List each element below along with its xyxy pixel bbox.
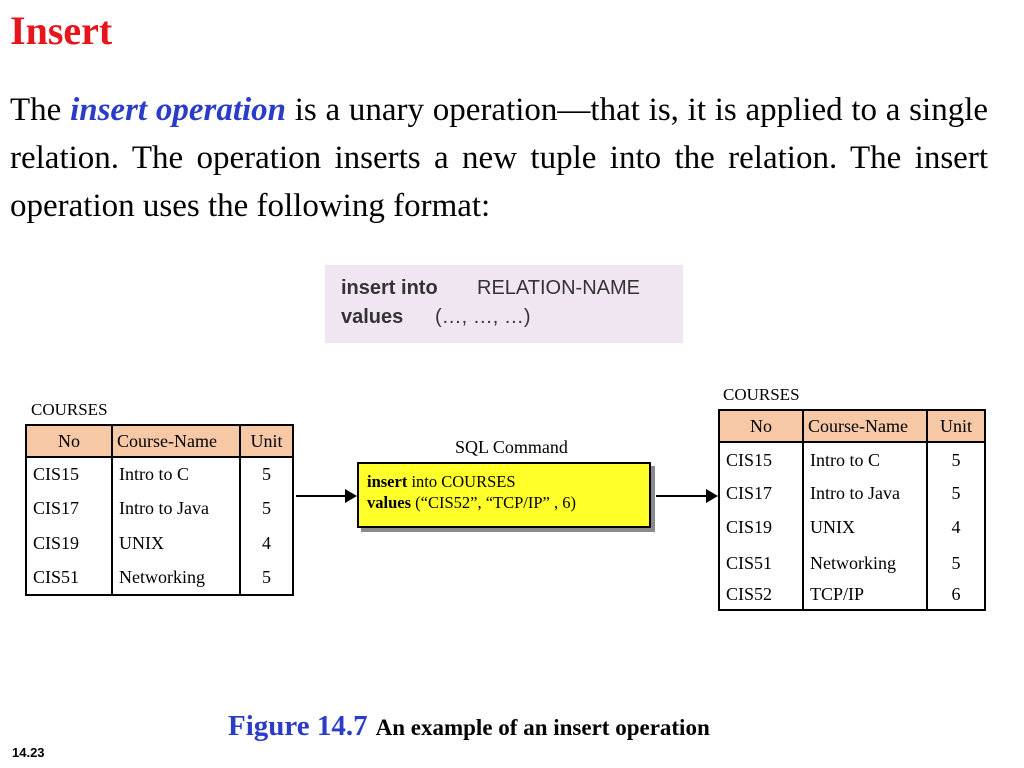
cell-course-name: Intro to Java	[112, 491, 240, 525]
cell-unit: 5	[240, 457, 293, 491]
table-row	[719, 580, 985, 610]
after-header-course-name: Course-Name	[803, 410, 927, 442]
sql-values-clause: (“CIS52”, “TCP/IP” , 6)	[411, 493, 576, 512]
cell-no: CIS17	[719, 478, 803, 508]
format-box	[325, 265, 683, 343]
figure-caption-text: An example of an insert operation	[375, 715, 710, 740]
table-row	[26, 525, 293, 561]
description-paragraph	[10, 86, 988, 230]
cell-course-name: UNIX	[803, 508, 927, 546]
sql-command-box	[357, 462, 651, 528]
cell-course-name: TCP/IP	[803, 580, 927, 610]
after-table	[718, 409, 986, 611]
after-table-header-row	[719, 410, 985, 442]
figure-caption	[228, 710, 710, 743]
cell-no: CIS15	[719, 442, 803, 478]
sql-command-label: SQL Command	[455, 437, 568, 457]
before-table-label: COURSES	[31, 400, 108, 419]
cell-course-name: Intro to C	[112, 457, 240, 491]
slide-title: Insert	[10, 8, 113, 53]
cell-unit: 5	[240, 561, 293, 595]
cell-no: CIS17	[26, 491, 112, 525]
format-line-1	[341, 277, 640, 300]
figure-number: Figure 14.7	[228, 710, 368, 742]
cell-no: CIS51	[26, 561, 112, 595]
cell-course-name: Intro to Java	[803, 478, 927, 508]
before-header-unit: Unit	[240, 425, 293, 457]
paragraph-rest: is a unary operation—that is, it is applied to a single relation. The operation inserts a new tuple into the relation. The insert operation uses the following format:	[10, 92, 989, 224]
cell-unit: 5	[240, 491, 293, 525]
cell-unit: 4	[927, 508, 985, 546]
cell-course-name: Networking	[803, 546, 927, 580]
format-relation-name: RELATION-NAME	[477, 277, 640, 299]
cell-no: CIS15	[26, 457, 112, 491]
format-line-2	[341, 306, 531, 329]
cell-no: CIS52	[719, 580, 803, 610]
before-table-header-row	[26, 425, 293, 457]
table-row	[719, 546, 985, 580]
sql-keyword-insert: insert	[367, 472, 408, 491]
cell-no: CIS19	[26, 525, 112, 561]
sql-line-1	[367, 471, 641, 492]
before-header-course-name: Course-Name	[112, 425, 240, 457]
after-header-no: No	[719, 410, 803, 442]
cell-unit: 5	[927, 546, 985, 580]
cell-course-name: Networking	[112, 561, 240, 595]
cell-unit: 4	[240, 525, 293, 561]
cell-unit: 5	[927, 478, 985, 508]
before-header-no: No	[26, 425, 112, 457]
cell-course-name: Intro to C	[803, 442, 927, 478]
cell-no: CIS51	[719, 546, 803, 580]
table-row	[26, 457, 293, 491]
after-table-label: COURSES	[723, 385, 800, 404]
table-row	[26, 491, 293, 525]
format-keyword-values: values	[341, 306, 404, 328]
paragraph-start: The	[10, 92, 71, 128]
table-row	[719, 442, 985, 478]
emphasized-term: insert operation	[70, 92, 287, 128]
cell-unit: 6	[927, 580, 985, 610]
format-values-placeholder: (…, …, …)	[435, 306, 531, 328]
table-row	[719, 508, 985, 546]
cell-unit: 5	[927, 442, 985, 478]
sql-keyword-values: values	[367, 493, 412, 512]
after-header-unit: Unit	[927, 410, 985, 442]
table-row	[719, 478, 985, 508]
table-row	[26, 561, 293, 595]
sql-line-2	[367, 492, 641, 513]
before-table	[25, 424, 294, 596]
sql-into-clause: into COURSES	[407, 472, 516, 491]
arrow-right-icon	[656, 495, 716, 497]
cell-no: CIS19	[719, 508, 803, 546]
cell-course-name: UNIX	[112, 525, 240, 561]
page-number: 14.23	[12, 745, 45, 760]
arrow-right-icon	[296, 495, 355, 497]
format-keyword-insert-into: insert into	[341, 277, 438, 299]
